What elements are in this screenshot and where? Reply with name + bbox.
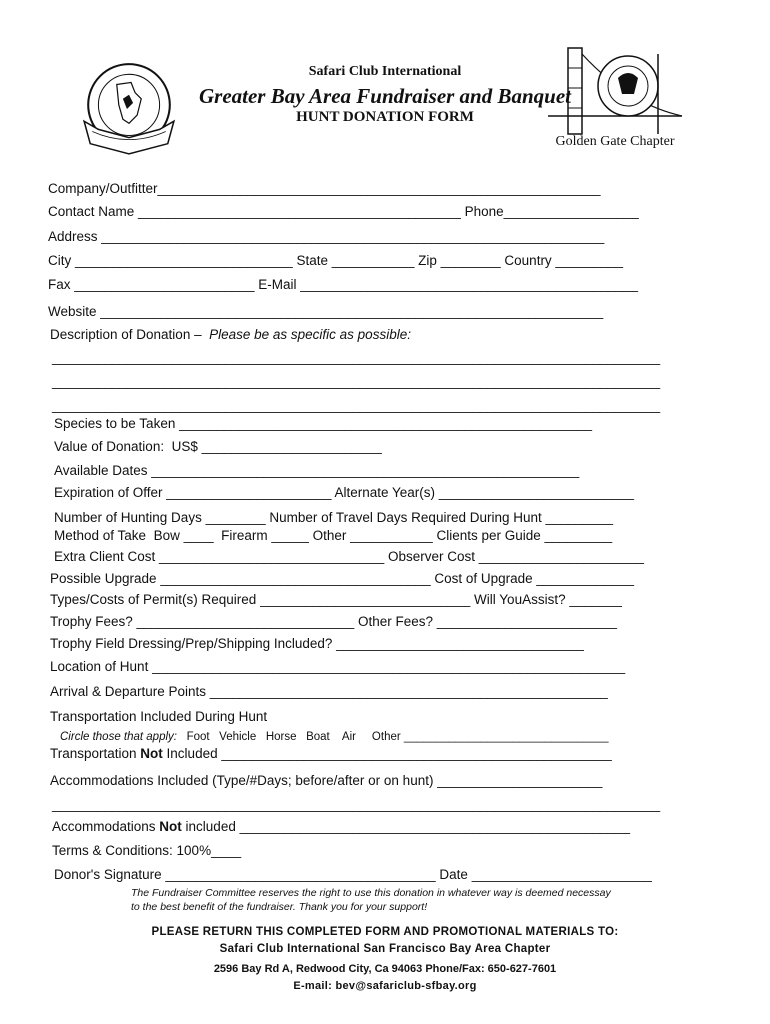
method-of-take-field[interactable]: Method of Take Bow ____ Firearm _____ Other ___________ Clients per Guide _________ [54,528,613,543]
safari-club-international-golden-gate-logo-icon [548,44,682,140]
organization-name: Safari Club International [308,64,462,79]
city-state-zip-country-field[interactable]: City _____________________________ State ___________ Zip ________ Country _________ [48,253,624,268]
transportation-options[interactable]: Circle those that apply: Foot Vehicle Horse Boat Air Other ________________________________ [60,731,609,743]
transportation-not-included-field[interactable]: Transportation Not Included ____________________________________________________ [50,746,612,761]
return-instruction: PLEASE RETURN THIS COMPLETED FORM AND PROMOTIONAL MATERIALS TO: [151,926,619,938]
trophy-dressing-field[interactable]: Trophy Field Dressing/Prep/Shipping Included? _________________________________ [50,636,584,651]
description-label: Description of Donation – Please be as specific as possible: [50,327,411,342]
description-blank-line[interactable]: _________________________________________________________________________________ [52,350,661,365]
description-blank-line[interactable]: _________________________________________________________________________________ [52,374,661,389]
fax-email-field[interactable]: Fax ________________________ E-Mail _____________________________________________ [48,277,639,292]
accommodations-not-included-field[interactable]: Accommodations Not included ____________________________________________________ [52,819,631,834]
company-outfitter-field[interactable]: Company/Outfitter___________________________________________________________ [48,181,601,196]
event-title: Greater Bay Area Fundraiser and Banquet [198,84,572,108]
description-hint: Please be as specific as possible: [209,327,411,342]
transportation-included-label: Transportation Included During Hunt [50,709,268,724]
contact-name-phone-field[interactable]: Contact Name ___________________________________________ Phone__________________ [48,204,639,219]
disclaimer-line: The Fundraiser Committee reserves the right to use this donation in whatever way is deemed necessay [131,887,611,899]
donor-signature-date-field[interactable]: Donor's Signature ____________________________________ Date ________________________ [54,867,652,882]
description-blank-line[interactable]: _________________________________________________________________________________ [52,398,661,413]
disclaimer-line: to the best benefit of the fundraiser. Thank you for your support! [131,901,428,913]
chapter-name: Safari Club International San Francisco Bay Area Chapter [219,943,551,955]
permits-field[interactable]: Types/Costs of Permit(s) Required ____________________________ Will YouAssist? _______ [50,592,622,607]
accommodations-included-field[interactable]: Accommodations Included (Type/#Days; before/after or on hunt) ______________________ [50,773,603,788]
accommodations-blank-line[interactable]: _________________________________________________________________________________ [52,797,661,812]
arrival-departure-field[interactable]: Arrival & Departure Points _____________________________________________________ [50,684,608,699]
possible-upgrade-field[interactable]: Possible Upgrade ____________________________________ Cost of Upgrade _____________ [50,571,635,586]
extra-client-observer-cost-field[interactable]: Extra Client Cost ______________________________ Observer Cost ______________________ [54,549,644,564]
form-title: HUNT DONATION FORM [296,109,474,125]
terms-conditions-field[interactable]: Terms & Conditions: 100%____ [52,843,242,858]
donation-value-field[interactable]: Value of Donation: US$ ________________________ [54,439,382,454]
expiration-alternate-year-field[interactable]: Expiration of Offer ______________________ Alternate Year(s) __________________________ [54,485,635,500]
website-field[interactable]: Website ___________________________________________________________________ [48,304,604,319]
available-dates-field[interactable]: Available Dates _________________________________________________________ [54,463,580,478]
hunting-travel-days-field[interactable]: Number of Hunting Days ________ Number of Travel Days Required During Hunt _________ [54,510,614,525]
species-field[interactable]: Species to be Taken _______________________________________________________ [54,416,593,431]
address-field[interactable]: Address ___________________________________________________________________ [48,229,605,244]
circle-instruction: Circle those that apply: [60,731,177,743]
trophy-other-fees-field[interactable]: Trophy Fees? _____________________________ Other Fees? ________________________ [50,614,617,629]
chapter-email[interactable]: E-mail: bev@safariclub-sfbay.org [293,980,477,992]
chapter-address: 2596 Bay Rd A, Redwood City, Ca 94063 Phone/Fax: 650-627-7601 [213,963,557,975]
hunt-location-field[interactable]: Location of Hunt _______________________________________________________________ [50,659,626,674]
golden-gate-caption: Golden Gate Chapter [555,134,675,149]
